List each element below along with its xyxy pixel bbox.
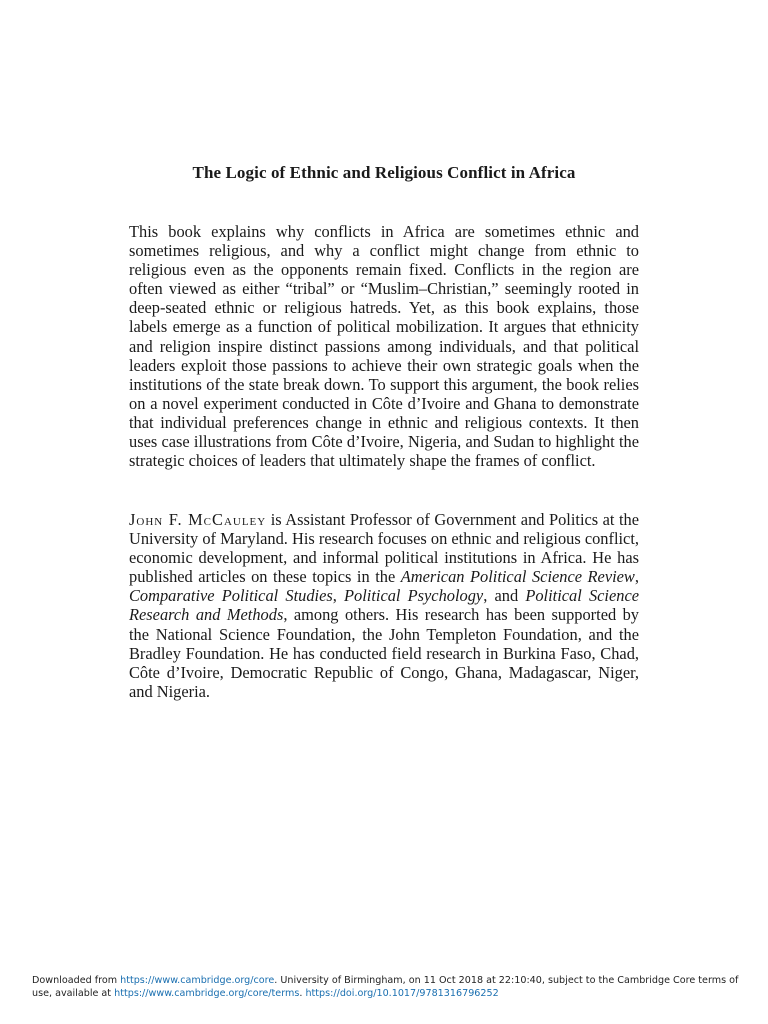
bio-text-2: , among others. His research has been supported by the National Science Foundation, the John Templeton Foundation, and the Bradley Foundation. He has conducted field research in Burkina Faso, Chad, Côte d’Ivoire, Democratic Republic of Congo, Ghana, Madagascar, Niger, and Nigeria. [129,605,640,701]
terms-link[interactable]: https://www.cambridge.org/core/terms [114,988,300,999]
doi-link[interactable]: https://doi.org/10.1017/9781316796252 [305,988,499,999]
book-title: The Logic of Ethnic and Religious Conflict in Africa [192,163,576,182]
bio-text-1: is Assistant Professor of Government and Politics at the University of Maryland. His research focuses on ethnic and religious conflict, economic development, and informal political institutions in Africa. He has published articles on these topics in the [129,510,639,587]
footer-text-1: . University of Birmingham, on 11 Oct 2018 at 22:10:40, subject to the Cambridge Core terms of use, available at [32,975,739,999]
download-footer [32,974,752,1000]
journal-pp: Political Psychology [344,586,484,606]
bio-sep-1: , [634,567,639,587]
author-bio [129,510,639,701]
bio-sep-3: , and [483,586,526,606]
book-abstract: This book explains why conflicts in Africa are sometimes ethnic and sometimes religious, and why a conflict might change from ethnic to religious even as the opponents remain fixed. Conflicts in the region are often viewed as either “tribal” or “Muslim–Christian,” seemingly rooted in deep-seated ethnic or religious hatreds. Yet, as this book explains, those labels emerge as a function of political mobilization. It argues that ethnicity and religion inspire distinct passions among individuals, and that political leaders exploit those passions to achieve their own strategic goals when the institutions of the state break down. To support this argument, the book relies on a novel experiment conducted in Côte d’Ivoire and Ghana to demonstrate that individual preferences change in ethnic and religious contexts. It then uses case illustrations from Côte d’Ivoire, Nigeria, and Sudan to highlight the strategic choices of leaders that ultimately shape the frames of conflict. [129,222,639,471]
footer-text-2: . [299,988,306,999]
journal-cps: Comparative Political Studies [129,586,333,606]
footer-downloaded-from: Downloaded from [32,975,121,986]
journal-apsr: American Political Science Review [400,567,635,587]
journal-psrm: Political Science Research and Methods [129,586,639,625]
author-name: John F. McCauley [129,510,267,529]
core-link[interactable]: https://www.cambridge.org/core [120,975,275,986]
bio-sep-2: , [332,586,345,606]
